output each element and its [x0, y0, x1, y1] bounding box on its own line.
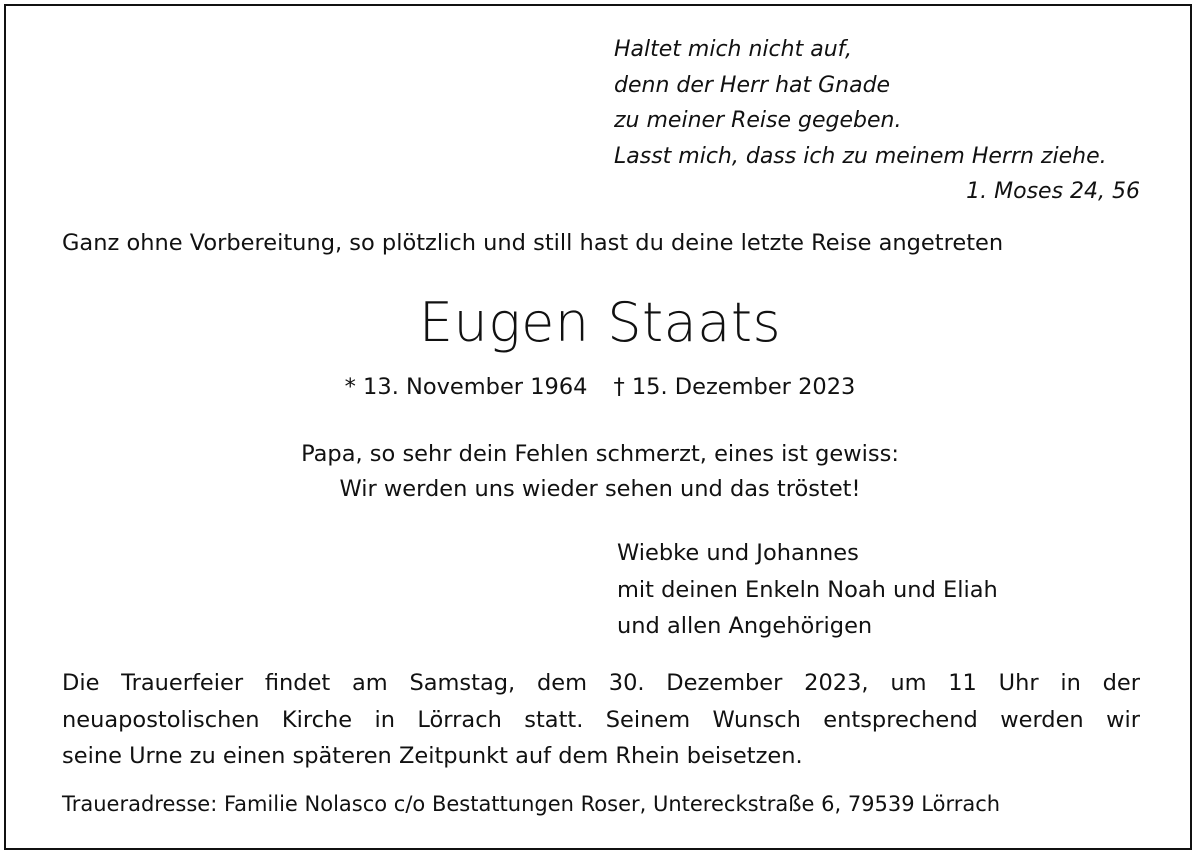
service-line: Die Trauerfeier findet am Samstag, dem 30. Dezember 2023, um 11 Uhr in der [62, 670, 1140, 696]
birth-date: * 13. November 1964 [344, 374, 588, 400]
bible-verse [614, 32, 1144, 210]
mourners-list [617, 535, 1177, 645]
mourners-line: und allen Angehörigen [617, 613, 873, 639]
death-date: † 15. Dezember 2023 [613, 374, 856, 400]
verse-reference: 1. Moses 24, 56 [966, 179, 1140, 204]
intro-text: Ganz ohne Vorbereitung, so plötzlich und still hast du deine letzte Reise angetreten [62, 230, 1004, 256]
mourners-line: Wiebke und Johannes [617, 540, 859, 566]
life-dates [0, 370, 1200, 404]
message-line: Wir werden uns wieder sehen und das tröstet! [339, 476, 861, 502]
verse-line: Haltet mich nicht auf, [614, 37, 852, 62]
verse-line: denn der Herr hat Gnade [614, 72, 891, 98]
service-line: seine Urne zu einen späteren Zeitpunkt auf dem Rhein beisetzen. [62, 743, 803, 769]
message-line: Papa, so sehr dein Fehlen schmerzt, eines ist gewiss: [301, 441, 899, 467]
mourning-address: Traueradresse: Familie Nolasco c/o Bestattungen Roser, Untereckstraße 6, 79539 Lörrach [62, 792, 1001, 816]
mourners-line: mit deinen Enkeln Noah und Eliah [617, 576, 998, 603]
funeral-service-info [62, 665, 1140, 775]
farewell-message [0, 437, 1200, 507]
verse-line: zu meiner Reise gegeben. [614, 108, 902, 133]
service-line: neuapostolischen Kirche in Lörrach statt. Seinem Wunsch entsprechend werden wir [62, 706, 1140, 733]
verse-line: Lasst mich, dass ich zu meinem Herrn ziehe. [614, 143, 1107, 169]
deceased-name: Eugen Staats [418, 291, 782, 354]
